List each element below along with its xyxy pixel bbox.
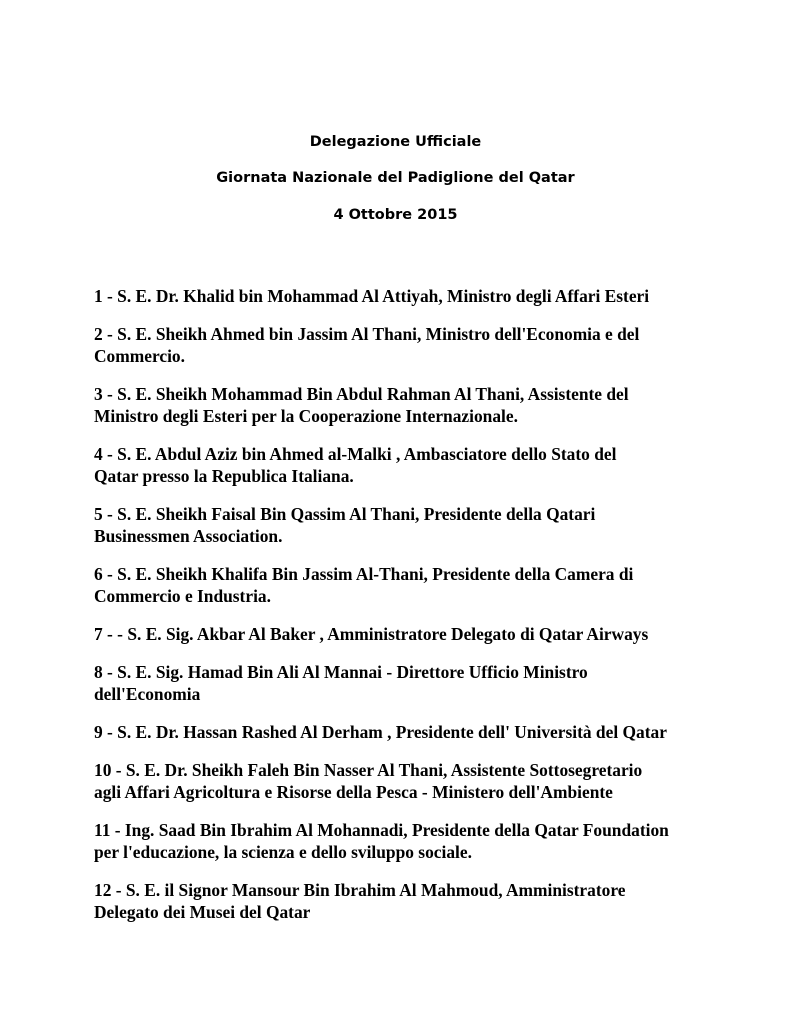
delegation-item-9: 9 - S. E. Dr. Hassan Rashed Al Derham , Presidente dell' Università del Qatar: [94, 722, 667, 742]
document-date: 4 Ottobre 2015: [333, 207, 458, 223]
delegation-item-4: 4 - S. E. Abdul Aziz bin Ahmed al-Malki , Ambasciatore dello Stato del Qatar presso la Republica Italiana.: [94, 444, 617, 486]
delegation-item-7: 7 - - S. E. Sig. Akbar Al Baker , Amministratore Delegato di Qatar Airways: [94, 624, 649, 644]
delegation-item-3: 3 - S. E. Sheikh Mohammad Bin Abdul Rahman Al Thani, Assistente del Ministro degli Esteri per la Cooperazione Internazionale.: [94, 384, 629, 426]
delegation-item-8: 8 - S. E. Sig. Hamad Bin Ali Al Mannai - Direttore Ufficio Ministro dell'Economia: [94, 662, 588, 704]
document-subtitle: Giornata Nazionale del Padiglione del Qatar: [216, 170, 575, 186]
delegation-item-1: 1 - S. E. Dr. Khalid bin Mohammad Al Attiyah, Ministro degli Affari Esteri: [94, 286, 650, 306]
delegation-item-2: 2 - S. E. Sheikh Ahmed bin Jassim Al Thani, Ministro dell'Economia e del Commercio.: [94, 324, 640, 366]
delegation-item-10: 10 - S. E. Dr. Sheikh Faleh Bin Nasser Al Thani, Assistente Sottosegretario agli Affari Agricoltura e Risorse della Pesca - Ministero dell'Ambiente: [94, 760, 643, 802]
delegation-item-5: 5 - S. E. Sheikh Faisal Bin Qassim Al Thani, Presidente della Qatari Businessmen Association.: [94, 504, 596, 546]
delegation-item-12: 12 - S. E. il Signor Mansour Bin Ibrahim Al Mahmoud, Amministratore Delegato dei Musei del Qatar: [94, 880, 626, 922]
document-title: Delegazione Ufficiale: [309, 134, 482, 150]
delegation-item-6: 6 - S. E. Sheikh Khalifa Bin Jassim Al-Thani, Presidente della Camera di Commercio e Industria.: [94, 564, 634, 606]
delegation-item-11: 11 - Ing. Saad Bin Ibrahim Al Mohannadi, Presidente della Qatar Foundation per l'educazione, la scienza e dello sviluppo sociale.: [94, 820, 669, 862]
delegation-list: [94, 285, 714, 939]
